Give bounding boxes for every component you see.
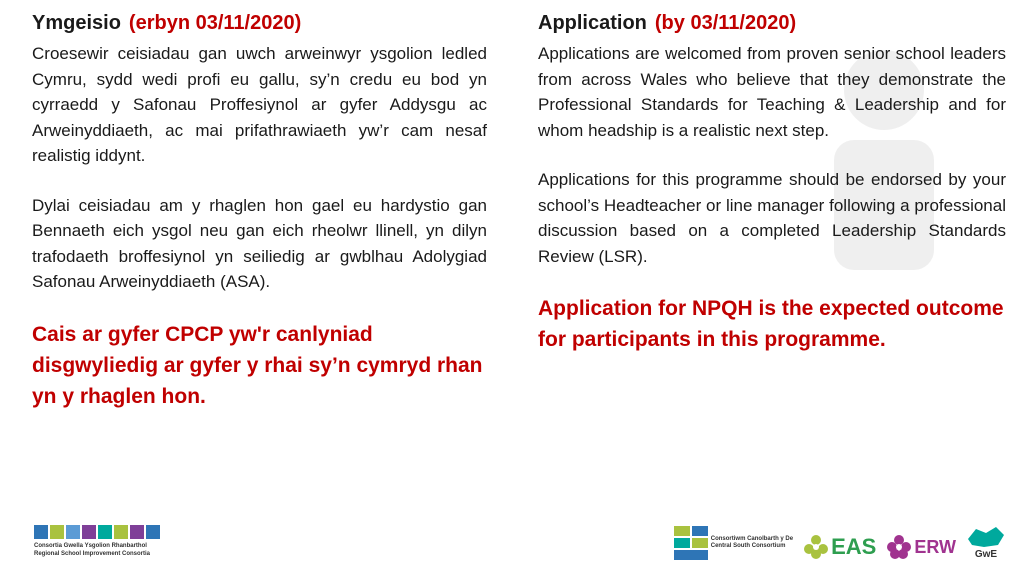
welsh-heading-label: Ymgeisio xyxy=(32,12,121,34)
welsh-paragraph-2: Dylai ceisiadau am y rhaglen hon gael eu hardystio gan Bennaeth eich ysgol neu gan eich rheolwr llinell, yn dilyn trafodaeth broffesiynol yn seiliedig ar gwblhau Adolygiad Safonau Arweinyddiaeth (ASA). xyxy=(32,195,487,291)
csc-logo-icon xyxy=(674,526,708,560)
consortia-text-welsh: Consortia Gwella Ysgolion Rhanbarthol xyxy=(34,543,147,549)
erw-logo xyxy=(886,534,956,560)
eas-logo xyxy=(803,534,876,560)
welsh-callout: Cais ar gyfer CPCP yw'r canlyniad disgwyliedig ar gyfer y rhai sy’n cymryd rhan yn y rhaglen hon. xyxy=(32,322,483,408)
english-paragraph-2: Applications for this programme should be endorsed by your school’s Headteacher or line manager following a professional discussion based on a completed Leadership Standards Review (LSR). xyxy=(538,170,1006,266)
consortia-squares xyxy=(34,525,194,539)
welsh-column xyxy=(32,12,487,412)
welsh-heading xyxy=(32,12,487,35)
csc-line-2: Central South Consortium xyxy=(710,543,786,549)
english-heading-date: (by 03/11/2020) xyxy=(654,12,797,34)
consortia-square xyxy=(114,525,128,539)
eas-flower-icon xyxy=(803,534,829,560)
consortia-square xyxy=(34,525,48,539)
consortia-text-english: Regional School Improvement Consortia xyxy=(34,550,151,557)
partner-logos xyxy=(674,525,1006,560)
english-paragraph-1: Applications are welcomed from proven senior school leaders from across Wales who believe that they demonstrate the Professional Standards for Teaching & Leadership and for whom headship is a realistic next step. xyxy=(538,44,1006,140)
consortia-square xyxy=(146,525,160,539)
erw-label: ERW xyxy=(914,536,956,557)
csc-line-1: Consortiwm Canolbarth y De xyxy=(710,536,794,542)
gwe-map-icon xyxy=(966,525,1006,549)
welsh-paragraph-1: Croesewir ceisiadau gan uwch arweinwyr ysgolion ledled Cymru, sydd wedi profi eu gallu, sy’n credu eu bod yn cyrraedd y Safonau Proffesiynol ar gyfer Addysgu ac Arweinyddiaeth, ac mai prifathrawiaeth yw’r cam nesaf realistig iddynt. xyxy=(32,44,487,165)
gwe-logo xyxy=(966,525,1006,560)
consortia-square xyxy=(82,525,96,539)
eas-label: EAS xyxy=(831,534,877,559)
english-heading xyxy=(538,12,1006,35)
erw-flower-icon xyxy=(886,534,912,560)
english-callout: Application for NPQH is the expected outcome for participants in this programme. xyxy=(538,297,1004,351)
welsh-heading-date: (erbyn 03/11/2020) xyxy=(128,12,302,34)
gwe-label: GwE xyxy=(974,549,998,560)
consortia-square xyxy=(130,525,144,539)
consortia-square xyxy=(50,525,64,539)
consortia-square xyxy=(66,525,80,539)
english-column xyxy=(538,12,1006,355)
consortia-logo xyxy=(34,525,194,558)
consortia-square xyxy=(98,525,112,539)
english-heading-label: Application xyxy=(538,12,647,34)
csc-logo xyxy=(674,526,793,560)
